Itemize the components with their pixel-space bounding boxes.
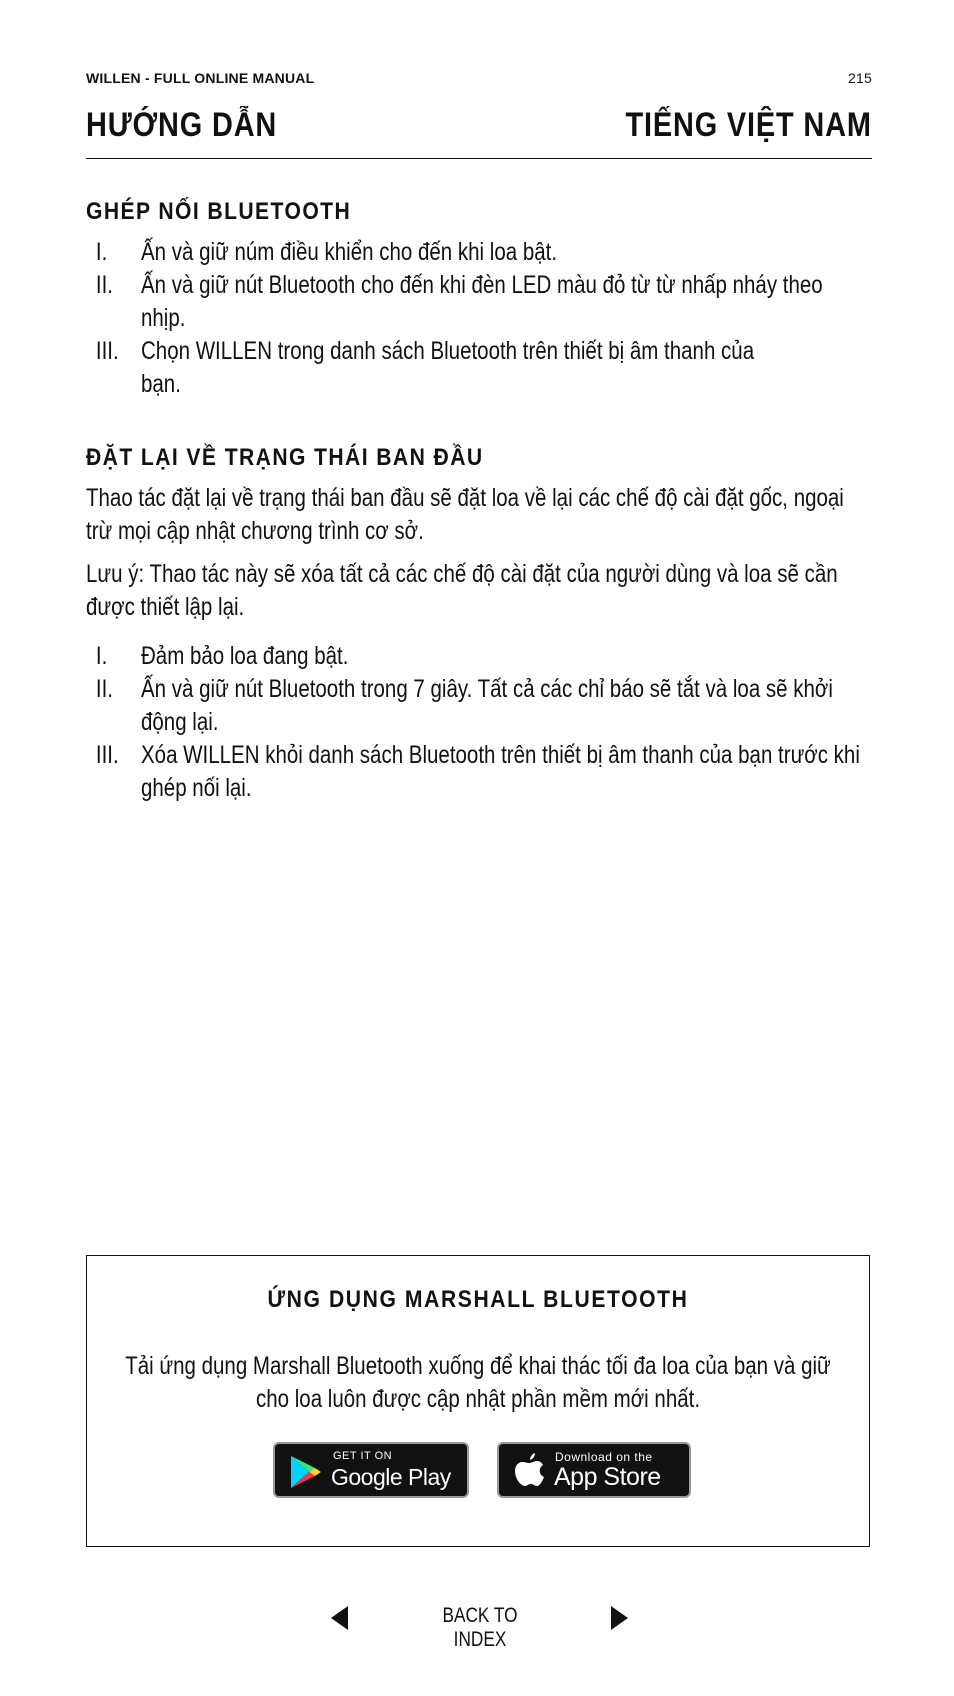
step-text: Ấn và giữ núm điều khiển cho đến khi loa bật. (141, 238, 558, 266)
page-title: HƯỚNG DẪN (86, 106, 278, 144)
reset-steps (86, 640, 954, 805)
pairing-step (86, 236, 954, 269)
step-number: II. (95, 271, 113, 299)
manual-title: WILLEN - FULL ONLINE MANUAL (86, 70, 315, 86)
app-store-label: App Store (554, 1463, 661, 1491)
reset-intro: Thao tác đặt lại về trạng thái ban đầu sẽ đặt loa về lại các chế độ cài đặt gốc, ngoại trừ mọi cập nhật chương trình cơ sở. (86, 484, 844, 545)
language-title: TIẾNG VIỆT NAM (625, 106, 872, 144)
app-box-description: Tải ứng dụng Marshall Bluetooth xuống để khai thác tối đa loa của bạn và giữ cho loa luôn được cập nhật phần mềm mới nhất. (125, 1352, 831, 1413)
app-store-small-label: Download on the (555, 1450, 653, 1464)
marshall-app-box (86, 1255, 870, 1547)
step-text: Ấn và giữ nút Bluetooth cho đến khi đèn LED màu đỏ từ từ nhấp nháy theo nhịp. (141, 271, 823, 332)
step-text: Ấn và giữ nút Bluetooth trong 7 giây. Tất cả các chỉ báo sẽ tắt và loa sẽ khởi động lại. (141, 675, 833, 736)
reset-note: Lưu ý: Thao tác này sẽ xóa tất cả các chế độ cài đặt của người dùng và loa sẽ cần được thiết lập lại. (86, 560, 838, 621)
reset-section-title: ĐẶT LẠI VỀ TRẠNG THÁI BAN ĐẦU (86, 444, 484, 471)
step-number: I. (95, 238, 108, 266)
step-number: I. (95, 642, 108, 670)
google-play-button[interactable] (273, 1442, 469, 1498)
reset-step (86, 640, 954, 673)
pairing-section-title: GHÉP NỐI BLUETOOTH (86, 198, 352, 225)
app-box-title: ỨNG DỤNG MARSHALL BLUETOOTH (267, 1286, 689, 1313)
step-text: Xóa WILLEN khỏi danh sách Bluetooth trên thiết bị âm thanh của bạn trước khi ghép nối lại. (141, 741, 860, 802)
next-page-arrow-icon[interactable] (611, 1606, 628, 1630)
reset-step (86, 739, 954, 805)
step-number: III. (95, 337, 119, 365)
page-number: 215 (848, 70, 872, 86)
app-store-button[interactable] (497, 1442, 691, 1498)
footer-navigation (0, 1600, 954, 1651)
google-play-label: Google Play (331, 1464, 451, 1490)
step-text: Đảm bảo loa đang bật. (141, 642, 349, 670)
apple-icon (513, 1453, 545, 1489)
pairing-step (86, 269, 954, 335)
pairing-step (86, 335, 954, 401)
step-number: III. (95, 741, 119, 769)
step-text: Chọn WILLEN trong danh sách Bluetooth trên thiết bị âm thanh của bạn. (141, 337, 755, 398)
page-title-row (86, 106, 872, 159)
reset-step (86, 673, 954, 739)
pairing-steps (86, 236, 954, 401)
previous-page-arrow-icon[interactable] (331, 1606, 348, 1630)
google-play-small-label: GET IT ON (333, 1450, 393, 1462)
step-number: II. (95, 675, 113, 703)
google-play-icon (287, 1454, 323, 1490)
back-to-index-link[interactable]: BACK TO INDEX (442, 1604, 518, 1651)
